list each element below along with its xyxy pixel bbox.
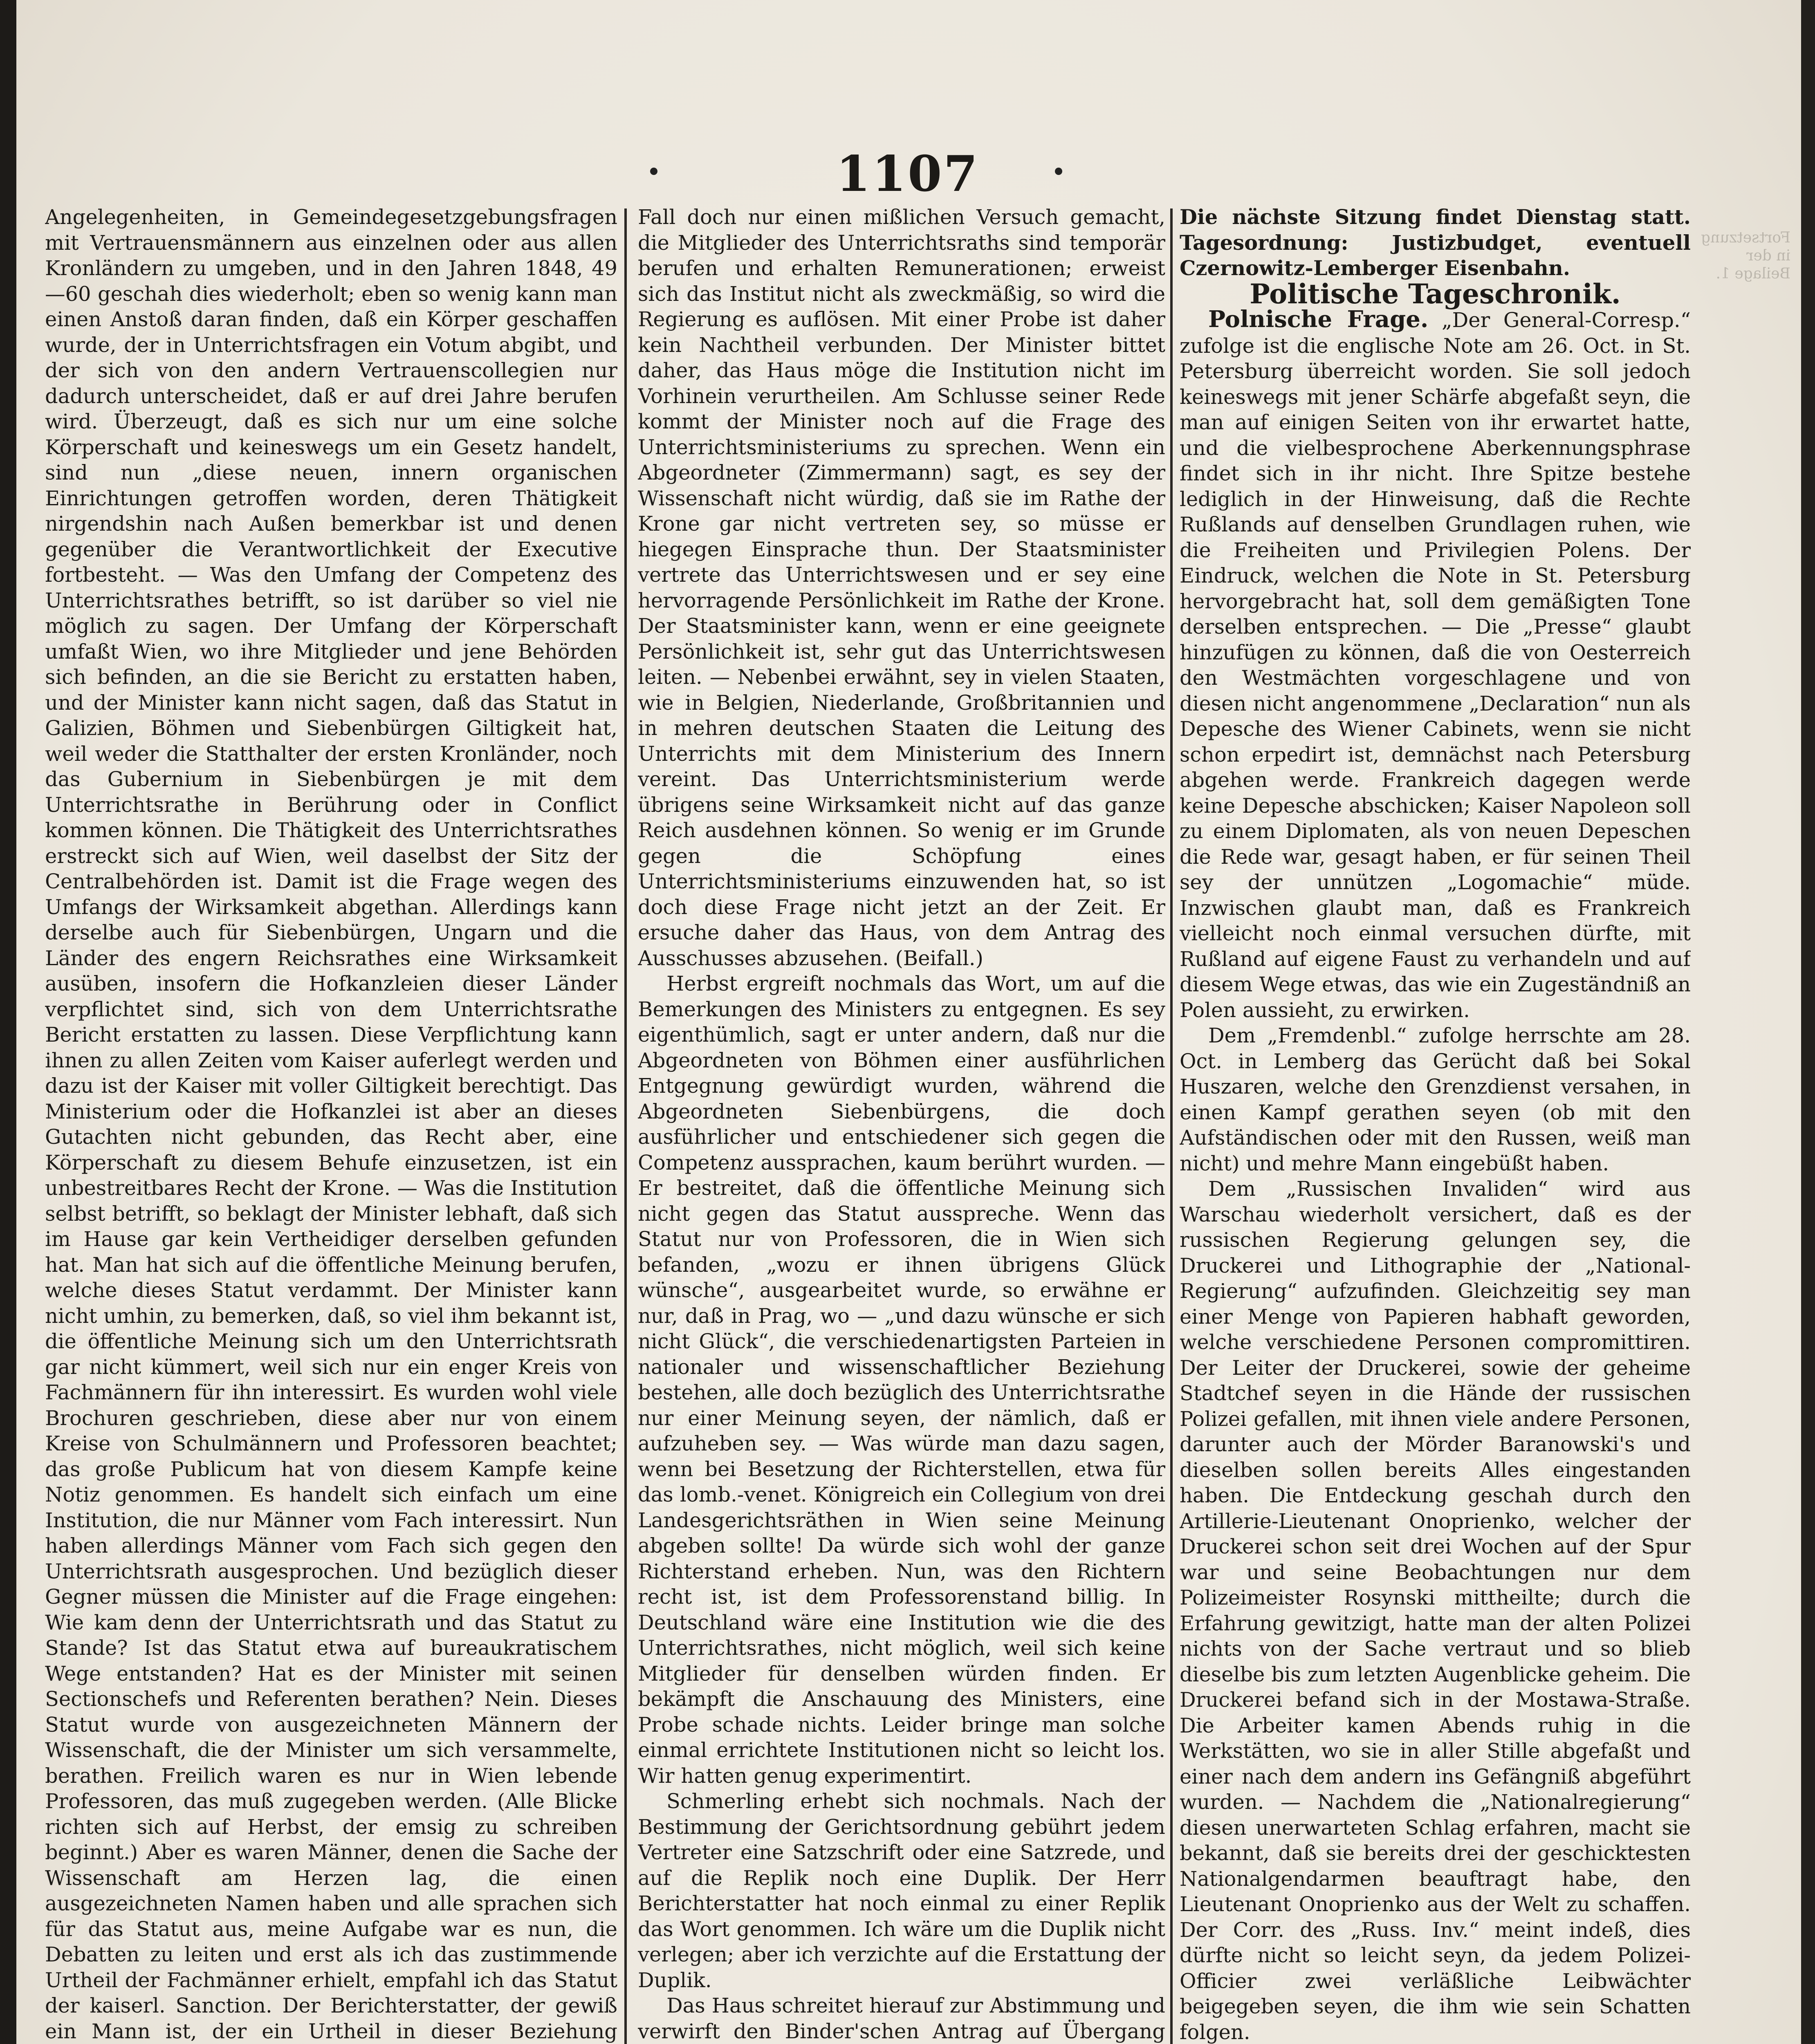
session-notice: Die nächste Sitzung findet Dienstag statt. Tagesordnung: Justizbudget, eventuell Czernowitz-Lemberger Eisenbahn. (1180, 205, 1691, 280)
ornament-dot-left (650, 168, 657, 175)
column3-first-paragraph (1180, 307, 1691, 1023)
scan-edge-left (0, 0, 16, 2044)
column1-paragraph: Angelegenheiten, in Gemeindegesetzgebungsfragen mit Vertrauensmännern aus einzelnen oder aus allen Kronländern zu umgeben, und in den Jahren 1848, 49—60 geschah dies wiederholt; eben so wenig kann man einen Anstoß daran finden, daß ein Körper geschaffen wurde, der in Unterrichtsfragen ein Votum abgibt, und der sich von den andern Vertrauenscollegien nur dadurch unterscheidet, daß er auf drei Jahre berufen wird. Überzeugt, daß es sich nur um eine solche Körperschaft und keineswegs um ein Gesetz handelt, sind nun „diese neuen, innern organischen Einrichtungen getroffen worden, deren Thätigkeit nirgendshin nach Außen bemerkbar ist und denen gegenüber die Verantwortlichkeit der Executive fortbesteht. — Was den Umfang der Competenz des Unterrichtsrathes betrifft, so ist darüber so viel nie möglich zu sagen. Der Umfang der Körperschaft umfaßt Wien, wo ihre Mitglieder und jene Behörden sich befinden, an die sie Bericht zu erstatten haben, und der Minister kann nicht sagen, daß das Statut in Galizien, Böhmen und Siebenbürgen Giltigkeit hat, weil weder die Statthalter der ersten Kronländer, noch das Gubernium in Siebenbürgen je mit dem Unterrichtsrathe in Berührung oder in Conflict kommen können. Die Thätigkeit des Unterrichtsrathes erstreckt sich auf Wien, weil daselbst der Sitz der Centralbehörden ist. Damit ist die Frage wegen des Umfangs der Wirksamkeit abgethan. Allerdings kann derselbe auch für Siebenbürgen, Ungarn und die Länder des engern Reichsrathes eine Wirksamkeit ausüben, insofern die Hofkanzleien dieser Länder verpflichtet sind, sich von dem Unterrichtsrathe Bericht erstatten zu lassen. Diese Verpflichtung kann ihnen zu allen Zeiten vom Kaiser auferlegt werden und dazu ist der Kaiser mit voller Giltigkeit berechtigt. Das Ministerium oder die Hofkanzlei ist aber an dieses Gutachten nicht gebunden, das Recht aber, eine Körperschaft zu diesem Behufe einzusetzen, ist ein unbestreitbares Recht der Krone. — Was die Institution selbst betrifft, so beklagt der Minister lebhaft, daß sich im Hause gar kein Vertheidiger derselben gefunden hat. Man hat sich auf die öffentliche Meinung berufen, welche dieses Statut verdammt. Der Minister kann nicht umhin, zu bemerken, daß, so viel ihm bekannt ist, die öffentliche Meinung sich um den Unterrichtsrath gar nicht kümmert, weil sich nur ein enger Kreis von Fachmännern für ihn interessirt. Es wurden wohl viele Brochuren geschrieben, diese aber nur von einem Kreise von Schulmännern und Professoren beachtet; das große Publicum hat von diesem Kampfe keine Notiz genommen. Es handelt sich einfach um eine Institution, die nur Männer vom Fach interessirt. Nun haben allerdings Männer vom Fach sich gegen den Unterrichtsrath ausgesprochen. Und bezüglich dieser Gegner müssen die Minister auf die Frage eingehen: Wie kam denn der Unterrichtsrath und das Statut zu Stande? Ist das Statut etwa auf bureaukratischem Wege entstanden? Hat es der Minister mit seinen Sectionschefs und Referenten berathen? Nein. Dieses Statut wurde von ausgezeichneten Männern der Wissenschaft, die der Minister um sich versammelte, berathen. Freilich waren es nur in Wien lebende Professoren, das muß zugegeben werden. (Alle Blicke richten sich auf Herbst, der emsig zu schreiben beginnt.) Aber es waren Männer, denen die Sache der Wissenschaft am Herzen lag, die einen ausgezeichneten Namen haben und alle sprachen sich für das Statut aus, meine Aufgabe war es nun, die Debatten zu leiten und erst als ich das zustimmende Urtheil der Fachmänner erhielt, empfahl ich das Statut der kaiserl. Sanction. Der Berichterstatter, der gewiß ein Mann ist, der ein Urtheil in dieser Beziehung (45, 205, 617, 2043)
column3-paragraph: Dem „Fremdenbl.“ zufolge herrschte am 28. Oct. in Lemberg das Gerücht daß bei Sokal Huszaren, welche den Grenzdienst versahen, in einen Kampf gerathen seyen (ob mit den Aufständischen oder mit den Russen, weiß man nicht) und mehre Mann eingebüßt haben. (1180, 1024, 1691, 1175)
bleed-through-text: Fortsetzung in der Beilage 1. (1701, 229, 1790, 282)
page-number: 1107 (836, 145, 979, 203)
sub-title: Polnische Frage. (1208, 306, 1429, 333)
column-2 (638, 204, 1165, 2044)
ornament-dot-right (1055, 168, 1062, 175)
column-rule-1 (624, 208, 627, 2044)
section-title: Politische Tageschronik. (1250, 278, 1621, 310)
column-rule-2 (1170, 208, 1173, 2044)
column3-paragraph: Dem „Russischen Invaliden“ wird aus Warschau wiederholt versichert, daß es der russischen Regierung gelungen sey, die Druckerei und Lithographie der „National-Regierung“ aufzufinden. Gleichzeitig sey man einer Menge von Papieren habhaft geworden, welche verschiedene Personen compromittiren. Der Leiter der Druckerei, sowie der geheime Stadtchef seyen in die Hände der russischen Polizei gefallen, mit ihnen viele andere Personen, darunter auch der Mörder Baranowski's und dieselben sollen bereits Alles eingestanden haben. Die Entdeckung geschah durch den Artillerie-Lieutenant Onoprienko, welcher der Druckerei schon seit drei Wochen auf der Spur war und seine Beobachtungen nur dem Polizeimeister Rosynski mittheilte; durch die Erfahrung gewitzigt, hatte man der alten Polizei nichts von der Sache vertraut und so blieb dieselbe bis zum letzten Augenblicke geheim. Die Druckerei befand sich in der Mostawa-Straße. Die Arbeiter kamen Abends ruhig in die Werkstätten, wo sie in aller Stille abgefaßt und einer nach dem andern ins Gefängniß abgeführt wurden. — Nachdem die „Nationalregierung“ diesen unerwarteten Schlag erfahren, macht sie bekannt, daß sie bereits drei der geschicktesten Nationalgendarmen beauftragt habe, den Lieutenant Onoprienko aus der Welt zu schaffen. Der Corr. des „Russ. Inv.“ meint indeß, dies dürfte nicht so leicht seyn, da jedem Polizei-Officier zwei verläßliche Leibwächter beigegeben seyen, die ihm wie sein Schatten folgen. (1180, 1177, 1691, 2044)
column2-paragraph: Schmerling erhebt sich nochmals. Nach der Bestimmung der Gerichtsordnung gebührt jedem Vertreter eine Satzschrift oder eine Satzrede, und auf die Replik noch eine Duplik. Der Herr Berichterstatter hat noch einmal zu einer Replik das Wort genommen. Ich wäre um die Duplik nicht verlegen; aber ich verzichte auf die Erstattung der Duplik. (638, 1789, 1165, 1992)
column2-paragraph: Fall doch nur einen mißlichen Versuch gemacht, die Mitglieder des Unterrichtsraths sind temporär berufen und erhalten Remunerationen; erweist sich das Institut nicht als zweckmäßig, so wird die Regierung es auflösen. Mit einer Probe ist daher kein Nachtheil verbunden. Der Minister bittet daher, das Haus möge die Institution nicht im Vorhinein verurtheilen. Am Schlusse seiner Rede kommt der Minister noch auf die Frage des Unterrichtsministeriums zu sprechen. Wenn ein Abgeordneter (Zimmermann) sagt, es sey der Wissenschaft nicht würdig, daß sie im Rathe der Krone gar nicht vertreten sey, so müsse er hiegegen Einsprache thun. Der Staatsminister vertrete das Unterrichtswesen und er sey eine hervorragende Persönlichkeit im Rathe der Krone. Der Staatsminister kann, wenn er eine geeignete Persönlichkeit ist, sehr gut das Unterrichtswesen leiten. — Nebenbei erwähnt, sey in vielen Staaten, wie in Belgien, Niederlande, Großbritannien und in mehren deutschen Staaten die Leitung des Unterrichts mit dem Ministerium des Innern vereint. Das Unterrichtsministerium werde übrigens seine Wirksamkeit nicht auf das ganze Reich ausdehnen können. So wenig er im Grunde gegen die Schöpfung eines Unterrichtsministeriums einzuwenden hat, so ist doch diese Frage nicht jetzt an der Zeit. Er ersuche daher das Haus, von dem Antrag des Ausschusses abzusehen. (Beifall.) (638, 205, 1165, 970)
column2-paragraph: Das Haus schreitet hierauf zur Abstimmung und verwirft den Binder'schen Antrag auf Übergang (638, 1994, 1165, 2043)
column-1 (45, 204, 617, 2044)
column2-paragraph: Herbst ergreift nochmals das Wort, um auf die Bemerkungen des Ministers zu entgegnen. Es sey eigenthümlich, sagt er unter andern, daß nur die Abgeordneten von Böhmen einer ausführlichen Entgegnung gewürdigt wurden, während die Abgeordneten Siebenbürgens, die doch ausführlicher und entschiedener sich gegen die Competenz aussprachen, kaum berührt wurden. — Er bestreitet, daß die öffentliche Meinung sich nicht gegen das Statut ausspreche. Wenn das Statut nur von Professoren, die in Wien sich befanden, „wozu er ihnen übrigens Glück wünsche“, ausgearbeitet wurde, so erwähne er nur, daß in Prag, wo — „und dazu wünsche er sich nicht Glück“, die verschiedenartigsten Parteien in nationaler und wissenschaftlicher Beziehung bestehen, alle doch bezüglich des Unterrichtsrathe nur einer Meinung seyen, der nämlich, daß er aufzuheben sey. — Was würde man dazu sagen, wenn bei Besetzung der Richterstellen, etwa für das lomb.-venet. Königreich ein Collegium von drei Landesgerichtsräthen in Wien seine Meinung abgeben sollte! Da würde sich wohl der ganze Richterstand erheben. Nun, was den Richtern recht ist, ist dem Professorenstand billig. In Deutschland wäre eine Institution wie die des Unterrichtsrathes, nicht möglich, weil sich keine Mitglieder für denselben würden finden. Er bekämpft die Anschauung des Ministers, eine Probe schade nichts. Leider bringe man solche einmal errichtete Institutionen nicht so leicht los. Wir hatten genug experimentirt. (638, 972, 1165, 1788)
column3-paragraph: „Der General-Corresp.“ zufolge ist die englische Note am 26. Oct. in St. Petersburg überreicht worden. Sie soll jedoch keineswegs mit jener Schärfe abgefaßt seyn, die man auf einigen Seiten von ihr erwartet hatte, und die vielbesprochene Aberkennungsphrase findet sich in ihr nicht. Ihre Spitze bestehe lediglich in der Hinweisung, daß die Rechte Rußlands auf denselben Grundlagen ruhen, wie die Freiheiten und Privilegien Polens. Der Eindruck, welchen die Note in St. Petersburg hervorgebracht hat, soll dem gemäßigten Tone derselben entsprechen. — Die „Presse“ glaubt hinzufügen zu können, daß die von Oesterreich den Westmächten vorgeschlagene und von diesen nicht angenommene „Declaration“ nun als Depesche des Wiener Cabinets, wenn sie nicht schon erpedirt ist, demnächst nach Petersburg abgehen werde. Frankreich dagegen werde keine Depesche abschicken; Kaiser Napoleon soll zu einem Diplomaten, als von neuen Depeschen die Rede war, gesagt haben, er für seinen Theil sey der unnützen „Logomachie“ müde. Inzwischen glaubt man, daß es Frankreich vielleicht noch einmal versuchen dürfte, mit Rußland auf eigene Faust zu verhandeln und auf diesem Wege etwas, das wie ein Zugeständniß an Polen aussieht, zu erwirken. (1180, 308, 1691, 1022)
scan-edge-right (1801, 0, 1815, 2044)
column-3 (1180, 204, 1691, 2044)
